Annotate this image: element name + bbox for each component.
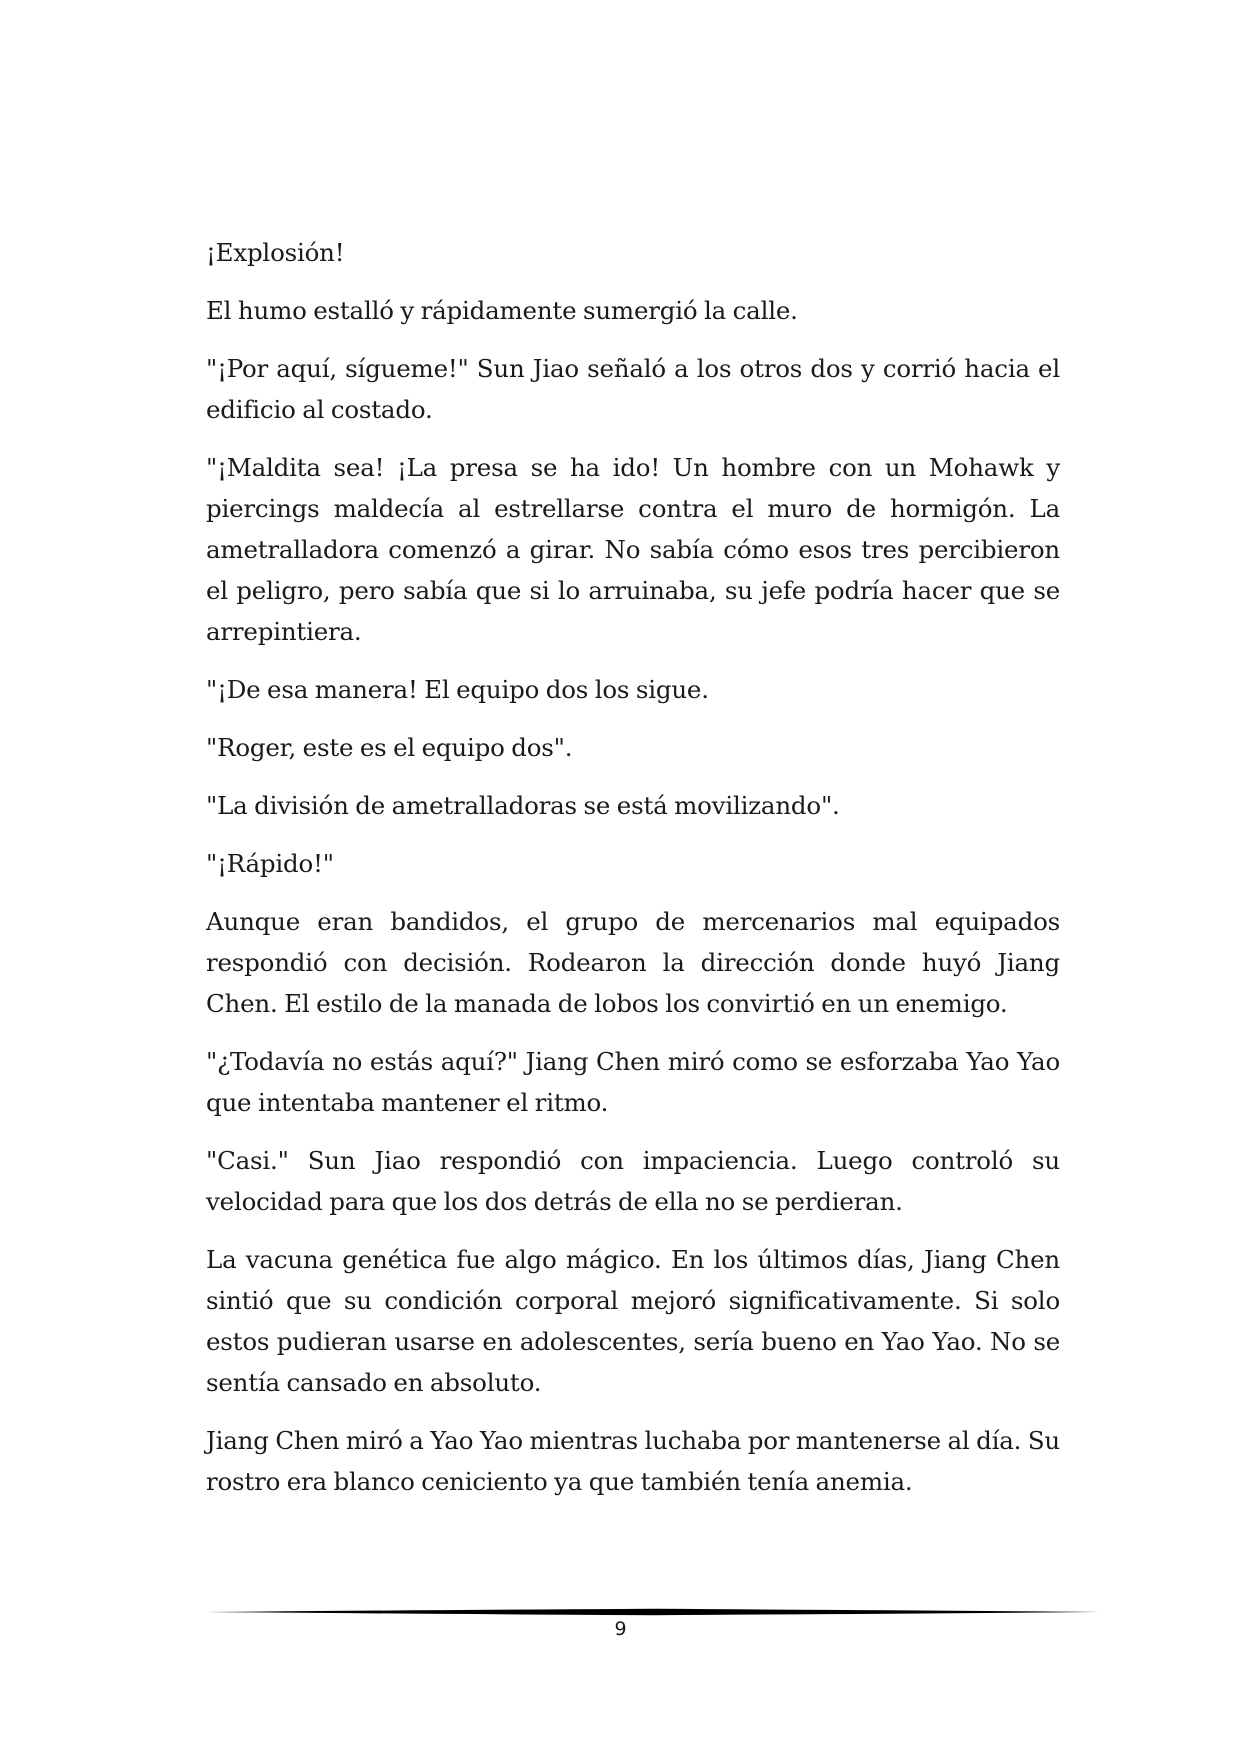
paragraph: El humo estalló y rápidamente sumergió la calle. <box>206 296 798 325</box>
paragraph: Aunque eran bandidos, el grupo de mercenarios mal equipados respondió con decisión. Rodearon la dirección donde huyó Jiang Chen. El estilo de la manada de lobos los convirtió en un enemigo. <box>206 907 1060 1018</box>
paragraph: "Casi." Sun Jiao respondió con impaciencia. Luego controló su velocidad para que los dos detrás de ella no se perdieran. <box>206 1146 1060 1216</box>
footer-divider <box>206 1605 1100 1619</box>
paragraph: "¿Todavía no estás aquí?" Jiang Chen miró como se esforzaba Yao Yao que intentaba mantener el ritmo. <box>206 1047 1060 1117</box>
paragraph: "¡De esa manera! El equipo dos los sigue. <box>206 675 709 704</box>
paragraph: "Roger, este es el equipo dos". <box>206 733 573 762</box>
paragraph: "La división de ametralladoras se está movilizando". <box>206 791 840 820</box>
footer-divider-swash <box>206 1609 1100 1615</box>
page-number: 9 <box>614 1618 627 1640</box>
paragraph: "¡Por aquí, sígueme!" Sun Jiao señaló a los otros dos y corrió hacia el edificio al costado. <box>206 354 1060 424</box>
body-text <box>206 232 1060 1519</box>
paragraph: Jiang Chen miró a Yao Yao mientras luchaba por mantenerse al día. Su rostro era blanco ceniciento ya que también tenía anemia. <box>206 1426 1060 1496</box>
paragraph: "¡Rápido!" <box>206 849 334 878</box>
paragraph: ¡Explosión! <box>206 238 345 267</box>
paragraph: La vacuna genética fue algo mágico. En los últimos días, Jiang Chen sintió que su condición corporal mejoró significativamente. Si solo estos pudieran usarse en adolescentes, sería bueno en Yao Yao. No se sentía cansado en absoluto. <box>206 1245 1060 1397</box>
paragraph: "¡Maldita sea! ¡La presa se ha ido! Un hombre con un Mohawk y piercings maldecía al estrellarse contra el muro de hormigón. La ametralladora comenzó a girar. No sabía cómo esos tres percibieron el peligro, pero sabía que si lo arruinaba, su jefe podría hacer que se arrepintiera. <box>206 453 1060 646</box>
